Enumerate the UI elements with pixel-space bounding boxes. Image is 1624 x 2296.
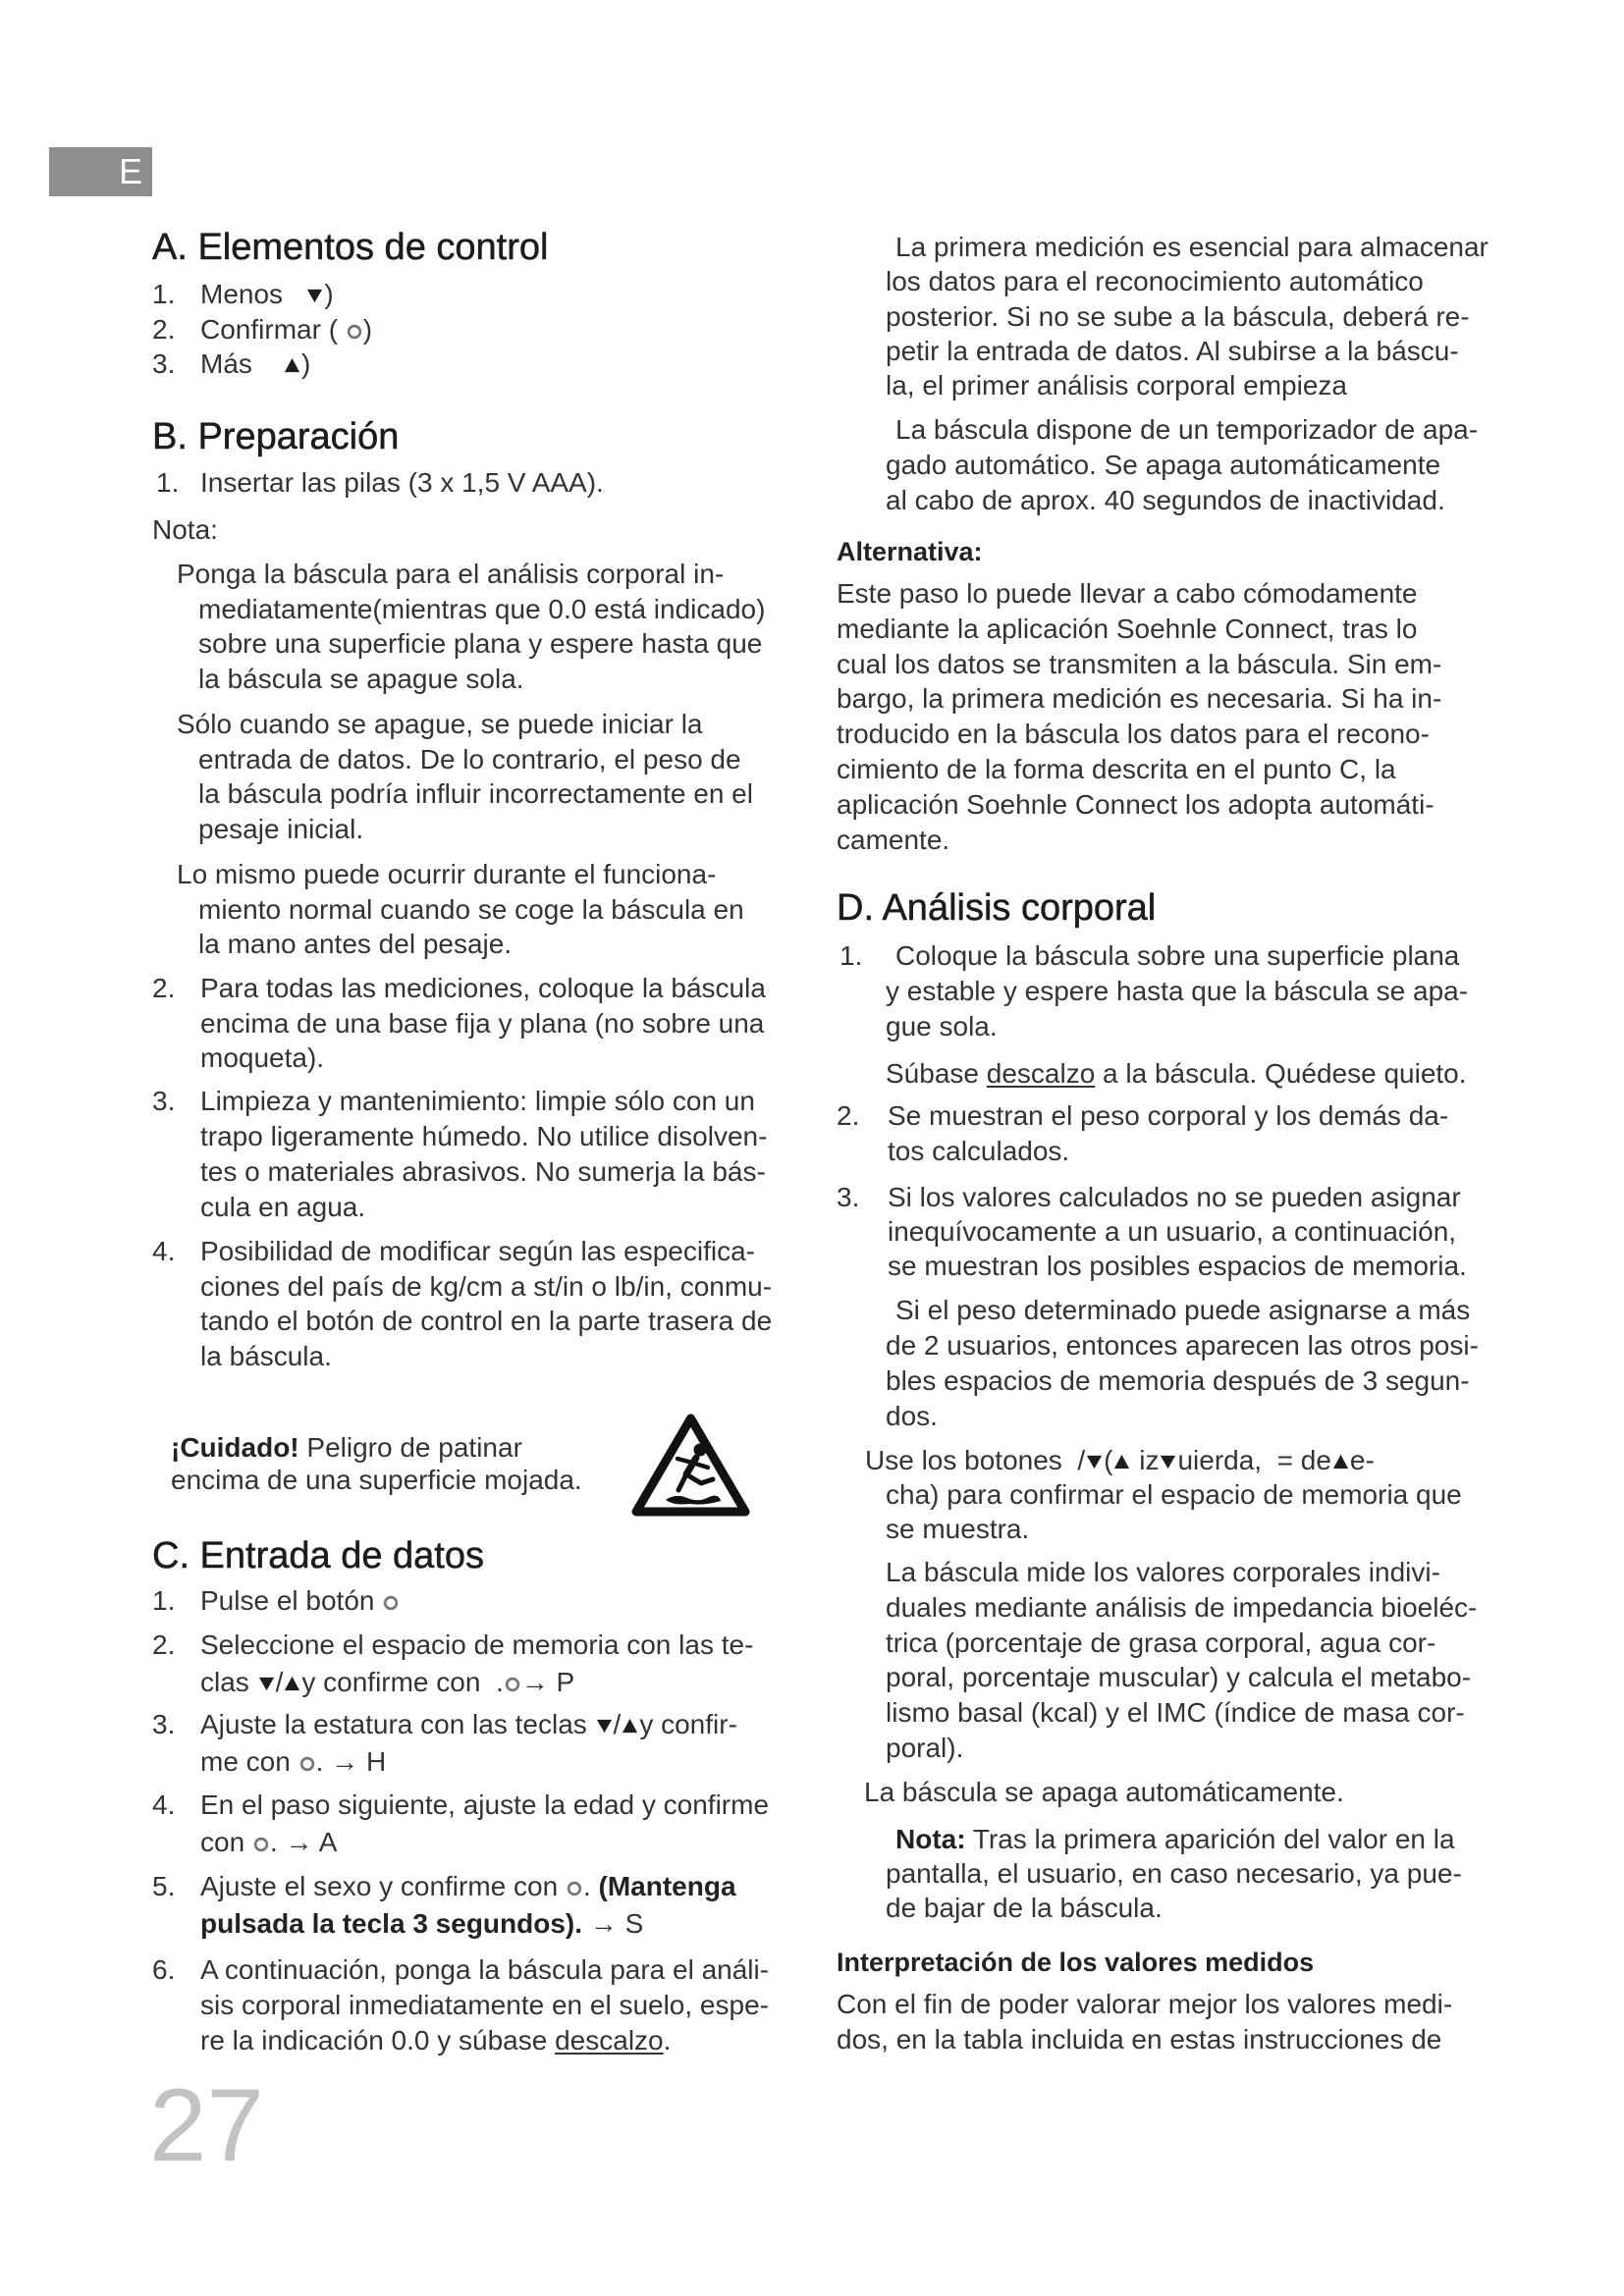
text-span: . [663, 2025, 672, 2056]
list-item-sexo [152, 1868, 736, 1942]
text-span: iz [1131, 1445, 1160, 1475]
text-line: D. Análisis corporal [837, 887, 1157, 929]
text-line [200, 312, 372, 347]
text-line: En el paso siguiente, ajuste la edad y confirme [200, 1789, 770, 1820]
text-span: Ajuste el sexo y confirme con [200, 1871, 566, 1901]
list-number: 3. [152, 1709, 176, 1739]
text-span: e- [1349, 1445, 1375, 1475]
paragraph-ponga [177, 557, 766, 696]
list-number: 2. [152, 1629, 176, 1660]
text-line: de bajar de la báscula. [886, 1893, 1163, 1923]
text-line: La báscula mide los valores corporales indivi- [886, 1557, 1440, 1587]
text-line [200, 1743, 737, 1781]
text-span: Confirmar ( [200, 314, 346, 345]
text-line [200, 2023, 769, 2058]
text-line [200, 1664, 753, 1701]
text-span: ) [324, 279, 334, 309]
text-line: la, el primer análisis corporal empieza [886, 370, 1347, 401]
text-line [865, 1443, 1462, 1477]
text-line [886, 1056, 1467, 1092]
list-number: 4. [152, 1789, 176, 1820]
text-line: cimiento de la forma descrita en el punto C, la [837, 753, 1396, 784]
paragraph-primera-medicion [886, 230, 1489, 402]
text-span: → S [582, 1907, 644, 1939]
text-line: posterior. Si no se sube a la báscula, deberá re- [886, 300, 1470, 332]
text-line: trica (porcentaje de grasa corporal, agua cor- [886, 1627, 1436, 1658]
bold-text: Nota: [895, 1824, 966, 1854]
text-line: sobre una superficie plana y espere hasta que [198, 628, 763, 659]
section-d-heading [837, 885, 1156, 931]
list-number: 3. [152, 348, 176, 379]
section-a-heading [152, 225, 548, 270]
nota-label [152, 512, 218, 548]
text-line: tos calculados. [888, 1136, 1070, 1166]
text-line: se muestra. [886, 1514, 1030, 1544]
underlined-text: descalzo [986, 1058, 1096, 1089]
text-span: . → H [315, 1745, 387, 1777]
text-line: C. Entrada de datos [152, 1535, 484, 1576]
text-line: los datos para el reconocimiento automático [886, 266, 1424, 297]
down-triangle-icon [1085, 1453, 1104, 1471]
text-line [200, 1868, 736, 1905]
text-line: y estable y espere hasta que la báscula se apa- [886, 976, 1469, 1006]
list-number: 2. [837, 1100, 860, 1131]
text-span: Más [200, 348, 284, 379]
list-number: 6. [152, 1954, 176, 1985]
text-line: Coloque la báscula sobre una superficie plana [895, 940, 1460, 971]
text-line: gado automático. Se apaga automáticamente [886, 450, 1441, 480]
text-span: uierda, = de [1177, 1445, 1331, 1475]
text-line: miento normal cuando se coge la báscula en [198, 893, 744, 925]
list-item-pulse [152, 1583, 400, 1619]
text-line: troducido en la báscula los datos para el recono- [837, 719, 1430, 750]
text-line: encima de una superficie mojada. [171, 1465, 582, 1495]
text-line: Con el fin de poder valorar mejor los valores medi- [837, 1989, 1453, 2019]
paragraph-si-peso [886, 1293, 1479, 1434]
text-line: de 2 usuarios, entonces aparecen las otros posi- [886, 1330, 1479, 1361]
text-line: petir la entrada de datos. Al subirse a la báscu- [886, 335, 1459, 366]
text-span: . [582, 1871, 599, 1901]
text-line: Insertar las pilas (3 x 1,5 V AAA). [200, 467, 604, 498]
list-item-mas [152, 347, 311, 382]
text-line: lismo basal (kcal) y el IMC (índice de masa cor- [886, 1697, 1465, 1729]
down-triangle-icon [257, 1675, 276, 1693]
text-line: Sólo cuando se apague, se puede iniciar la [177, 709, 703, 739]
down-triangle-icon [595, 1717, 614, 1735]
text-line: la mano antes del pesaje. [198, 929, 513, 959]
text-line: A continuación, ponga la báscula para el análi- [200, 1954, 770, 1985]
text-span: y confirme con . [301, 1666, 504, 1697]
list-number: 1. [152, 279, 176, 309]
list-item-valores-calculados [837, 1180, 1467, 1283]
paragraph-temporizador [886, 412, 1478, 518]
text-span: Ajuste la estatura con las teclas [200, 1709, 595, 1739]
text-line: Se muestran el peso corporal y los demás da- [888, 1100, 1449, 1131]
list-number: 1. [839, 940, 863, 971]
section-b-heading [152, 414, 399, 459]
text-line: la báscula se apague sola. [198, 663, 524, 694]
text-line: tando el botón de control en la parte trasera de [200, 1306, 773, 1337]
text-line: Interpretación de los valores medidos [837, 1948, 1315, 1977]
text-span: y confir- [639, 1709, 737, 1739]
confirm-circle-icon [252, 1836, 270, 1853]
list-number: 1. [156, 467, 180, 498]
text-line: tes o materiales abrasivos. No sumerja la bás- [200, 1156, 766, 1187]
text-span: ) [301, 348, 311, 379]
paragraph-solo [177, 707, 753, 846]
bold-text: (Mantenga [598, 1871, 736, 1901]
paragraph-se-apaga [864, 1775, 1344, 1810]
text-line: Nota: [152, 514, 218, 545]
text-span: clas [200, 1666, 257, 1697]
text-line [200, 277, 334, 312]
list-number: 3. [152, 1086, 176, 1116]
text-line: se muestran los posibles espacios de memoria. [888, 1251, 1467, 1281]
text-span: / [275, 1666, 284, 1697]
confirm-circle-icon [298, 1755, 316, 1773]
text-line: Alternativa: [837, 537, 983, 566]
text-span: re la indicación 0.0 y súbase [200, 2025, 556, 2056]
paragraph-lo-mismo [177, 857, 744, 962]
interpretacion-heading [837, 1946, 1314, 1981]
text-span: a la báscula. Quédese quieto. [1095, 1058, 1467, 1089]
text-line: la báscula podría influir incorrectamente en el [198, 778, 753, 809]
up-triangle-icon [283, 1675, 301, 1693]
paragraph-bascula-mide [886, 1555, 1477, 1766]
text-line: dos. [886, 1401, 938, 1431]
up-triangle-icon [283, 356, 301, 375]
up-triangle-icon [1331, 1453, 1350, 1471]
text-line: Si el peso determinado puede asignarse a más [895, 1295, 1471, 1325]
text-line: ciones del país de kg/cm a st/in o lb/in, conmu- [200, 1270, 773, 1302]
text-span: → P [520, 1666, 575, 1697]
list-number: 4. [152, 1236, 176, 1266]
text-line: trapo ligeramente húmedo. No utilice disolven- [200, 1121, 768, 1151]
text-line: cula en agua. [200, 1192, 366, 1222]
paragraph-nota-tras [886, 1822, 1462, 1925]
warning-text [171, 1431, 582, 1496]
text-span: con [200, 1826, 252, 1857]
text-span: ) [362, 314, 373, 345]
list-item-pilas [156, 465, 604, 501]
down-triangle-icon [1159, 1453, 1177, 1471]
text-line [171, 1431, 582, 1464]
text-line: Si los valores calculados no se pueden asignar [888, 1182, 1461, 1212]
text-line: La báscula se apaga automáticamente. [864, 1777, 1344, 1807]
alternativa-heading [837, 535, 983, 570]
text-line: Este paso lo puede llevar a cabo cómodamente [837, 578, 1418, 609]
paragraph-use-botones [865, 1443, 1462, 1546]
paragraph-interpretacion [837, 1987, 1452, 2057]
up-triangle-icon [1112, 1453, 1131, 1471]
confirm-circle-icon [382, 1594, 400, 1612]
list-item-estatura [152, 1706, 737, 1780]
list-number: 2. [152, 314, 176, 345]
text-span: Súbase [886, 1058, 987, 1089]
text-line: sis corporal inmediatamente en el suelo, espe- [200, 1990, 769, 2020]
language-tab [49, 147, 152, 196]
list-item-continuacion [152, 1952, 770, 2058]
text-line: Ponga la báscula para el análisis corporal in- [177, 559, 725, 589]
up-triangle-icon [621, 1717, 639, 1735]
list-number: 2. [152, 973, 176, 1003]
list-item-confirmar [152, 312, 373, 347]
slippery-floor-warning-icon [630, 1411, 751, 1520]
text-line: pantalla, el usuario, en caso necesario, ya pue- [886, 1858, 1462, 1889]
text-line: Para todas las mediciones, coloque la báscula [200, 973, 766, 1003]
list-item-memoria [152, 1627, 754, 1700]
text-line: B. Preparación [152, 416, 400, 457]
page-number: 27 [149, 2068, 264, 2183]
text-line: cha) para confirmar el espacio de memoria que [886, 1479, 1462, 1510]
text-line: Limpieza y mantenimiento: limpie sólo con un [200, 1086, 755, 1116]
text-line: Seleccione el espacio de memoria con las te- [200, 1629, 754, 1660]
text-line [200, 1583, 400, 1619]
list-number: 5. [152, 1871, 176, 1901]
text-span: / [613, 1709, 622, 1739]
text-line: gue sola. [886, 1011, 998, 1041]
text-span: Tras la primera aparición del valor en la [965, 1824, 1455, 1854]
list-item-mediciones [152, 971, 766, 1076]
text-line [200, 1824, 769, 1861]
text-span: Menos [200, 279, 306, 309]
list-item-peso-corporal [837, 1098, 1449, 1169]
text-line: aplicación Soehnle Connect los adopta automáti- [837, 788, 1435, 820]
text-line: entrada de datos. De lo contrario, el peso de [198, 743, 741, 774]
paragraph-subase [886, 1056, 1467, 1092]
text-span: . → A [269, 1826, 338, 1857]
list-number: 3. [837, 1182, 860, 1212]
text-line: camente. [837, 824, 950, 855]
text-line: A. Elementos de control [152, 227, 549, 268]
text-line: inequívocamente a un usuario, a continuación, [888, 1216, 1457, 1247]
text-line: mediante la aplicación Soehnle Connect, tras lo [837, 613, 1418, 644]
text-line: poral, porcentaje muscular) y calcula el metabo- [886, 1662, 1472, 1693]
list-item-edad [152, 1787, 770, 1860]
bold-text: pulsada la tecla 3 segundos). [200, 1907, 583, 1939]
list-item-coloque [839, 938, 1469, 1044]
list-item-limpieza [152, 1084, 768, 1225]
text-line: bles espacios de memoria después de 3 segun- [886, 1365, 1470, 1396]
list-item-menos [152, 277, 334, 312]
text-line [200, 1905, 736, 1943]
confirm-circle-icon [504, 1676, 521, 1693]
text-line: La primera medición es esencial para almacenar [895, 232, 1489, 262]
text-span: Pulse el botón [200, 1585, 383, 1616]
text-line: dos, en la tabla incluida en estas instrucciones de [837, 2024, 1442, 2055]
underlined-text: descalzo [555, 2025, 664, 2056]
text-line [200, 1706, 737, 1743]
text-line: al cabo de aprox. 40 segundos de inactividad. [886, 485, 1445, 515]
language-tab-label: E [118, 151, 142, 191]
text-line: moqueta). [200, 1042, 325, 1073]
text-span: Peligro de patinar [298, 1432, 522, 1463]
confirm-circle-icon [566, 1880, 583, 1897]
text-line: La báscula dispone de un temporizador de apa- [895, 414, 1479, 445]
section-c-heading [152, 1533, 484, 1578]
text-line: Posibilidad de modificar según las especifica- [200, 1236, 755, 1266]
text-span: Use los botones / [865, 1445, 1086, 1475]
confirm-circle-icon [346, 323, 363, 341]
text-line [895, 1822, 1462, 1856]
text-span: me con [200, 1745, 298, 1777]
paragraph-alternativa [837, 576, 1441, 857]
text-line: pesaje inicial. [198, 813, 364, 844]
list-item-unidades [152, 1234, 773, 1373]
text-line: la báscula. [200, 1340, 332, 1371]
text-line: poral). [886, 1732, 964, 1763]
text-line [200, 347, 310, 382]
text-line: duales mediante análisis de impedancia bioeléc- [886, 1591, 1478, 1623]
bold-text: ¡Cuidado! [171, 1432, 299, 1463]
text-line: bargo, la primera medición es necesaria. Si ha in- [837, 683, 1442, 715]
list-number: 1. [152, 1585, 176, 1616]
text-line: cual los datos se transmiten a la báscula. Sin em- [837, 648, 1442, 679]
text-line: Lo mismo puede ocurrir durante el funciona- [177, 859, 717, 889]
text-line: encima de una base fija y plana (no sobre una [200, 1007, 765, 1039]
down-triangle-icon [305, 287, 324, 305]
text-line: mediatamente(mientras que 0.0 está indicado) [198, 593, 766, 624]
text-span: ( [1104, 1445, 1113, 1475]
